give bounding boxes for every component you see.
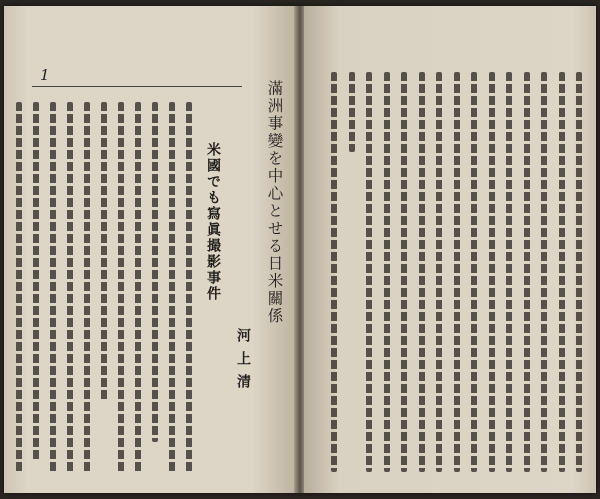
text-column bbox=[524, 72, 530, 472]
text-column bbox=[471, 72, 477, 472]
text-column bbox=[118, 102, 124, 474]
page-number: 1 bbox=[40, 66, 51, 84]
text-column bbox=[559, 72, 565, 472]
text-column bbox=[436, 72, 442, 472]
text-column bbox=[186, 102, 192, 474]
text-column bbox=[401, 72, 407, 472]
text-column bbox=[541, 72, 547, 472]
text-column bbox=[384, 72, 390, 472]
text-column bbox=[349, 72, 355, 152]
text-column bbox=[576, 72, 582, 472]
author-name: 河上清 bbox=[235, 328, 251, 397]
text-column bbox=[84, 102, 90, 474]
section-title: 米國でも寫眞撮影事件 bbox=[205, 142, 221, 302]
text-column bbox=[506, 72, 512, 472]
book-spread bbox=[4, 6, 596, 493]
text-column bbox=[454, 72, 460, 472]
right-page bbox=[304, 6, 596, 493]
text-column bbox=[101, 102, 107, 402]
text-column bbox=[331, 72, 337, 472]
text-column bbox=[16, 102, 22, 474]
chapter-title: 滿洲事變を中心とせる日米關係 bbox=[265, 80, 284, 325]
left-page bbox=[4, 6, 296, 493]
text-column bbox=[50, 102, 56, 474]
text-column bbox=[152, 102, 158, 442]
text-column bbox=[419, 72, 425, 472]
text-column bbox=[366, 72, 372, 472]
text-column bbox=[135, 102, 141, 474]
text-column bbox=[33, 102, 39, 462]
text-column bbox=[489, 72, 495, 472]
text-column bbox=[67, 102, 73, 474]
text-column bbox=[169, 102, 175, 474]
